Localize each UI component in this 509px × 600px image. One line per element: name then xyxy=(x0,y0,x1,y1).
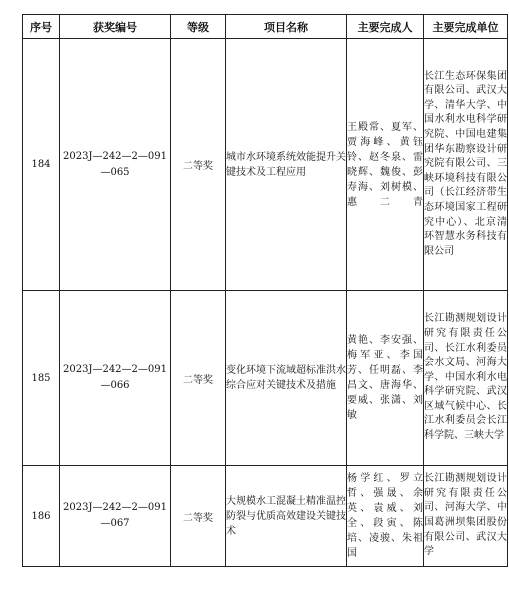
table-row xyxy=(23,39,508,291)
level-cell: 二等奖 xyxy=(171,466,226,567)
awards-table xyxy=(22,14,508,567)
code-line: —067 xyxy=(100,518,130,529)
level-cell: 二等奖 xyxy=(171,291,226,466)
code-line: —065 xyxy=(100,166,130,178)
code-line: 2023J—242—2—091 xyxy=(63,150,167,162)
units-cell: 长江生态环保集团有限公司、武汉大学、清华大学、中国水利水电科学研究院、中国电建集团华东勘察设计研究院有限公司、三峡环境科技有限公司（长江经济带生态环境国家工程研究中心）、北京清环智慧水务科技有限公司 xyxy=(424,39,508,291)
seq-cell: 185 xyxy=(23,291,60,466)
code-cell xyxy=(60,39,171,291)
seq-cell: 184 xyxy=(23,39,60,291)
project-name-cell: 大规模水工混凝土精准温控防裂与优质高效建设关键技术 xyxy=(226,466,347,567)
header-code: 获奖编号 xyxy=(60,15,171,39)
code-cell xyxy=(60,291,171,466)
code-line: 2023J—242—2—091 xyxy=(63,364,167,375)
people-cell: 黄艳、李安强、梅军亚、李国芳、任明磊、李昌文、唐海华、要威、张潇、刘敏 xyxy=(347,291,424,466)
header-units: 主要完成单位 xyxy=(424,15,508,39)
table-row xyxy=(23,291,508,466)
people-cell: 杨学红、罗立哲、强晟、余英、袁威、刘全、段寅、陈培、凌骏、朱祖国 xyxy=(347,466,424,567)
code-line: 2023J—242—2—091 xyxy=(63,502,167,513)
header-people: 主要完成人 xyxy=(347,15,424,39)
units-cell: 长江勘测规划设计研究有限责任公司、长江水利委员会水文局、河海大学、中国水利水电科学研究院、武汉区域气候中心、长江水利委员会长江科学院、三峡大学 xyxy=(424,291,508,466)
seq-cell: 186 xyxy=(23,466,60,567)
code-cell xyxy=(60,466,171,567)
project-name-cell: 变化环境下流域超标准洪水综合应对关键技术及措施 xyxy=(226,291,347,466)
header-name: 项目名称 xyxy=(226,15,347,39)
header-row xyxy=(23,15,508,39)
units-cell: 长江勘测规划设计研究有限责任公司、河海大学、中国葛洲坝集团股份有限公司、武汉大学 xyxy=(424,466,508,567)
header-seq: 序号 xyxy=(23,15,60,39)
project-name-cell: 城市水环境系统效能提升关键技术及工程应用 xyxy=(226,39,347,291)
table-row xyxy=(23,466,508,567)
header-level: 等级 xyxy=(171,15,226,39)
code-line: —066 xyxy=(100,380,130,391)
people-cell: 王殿常、夏军、贾海峰、黄钰铃、赵冬泉、雷晓辉、魏俊、彭寿海、刘树模、惠二青 xyxy=(347,39,424,291)
level-cell: 二等奖 xyxy=(171,39,226,291)
